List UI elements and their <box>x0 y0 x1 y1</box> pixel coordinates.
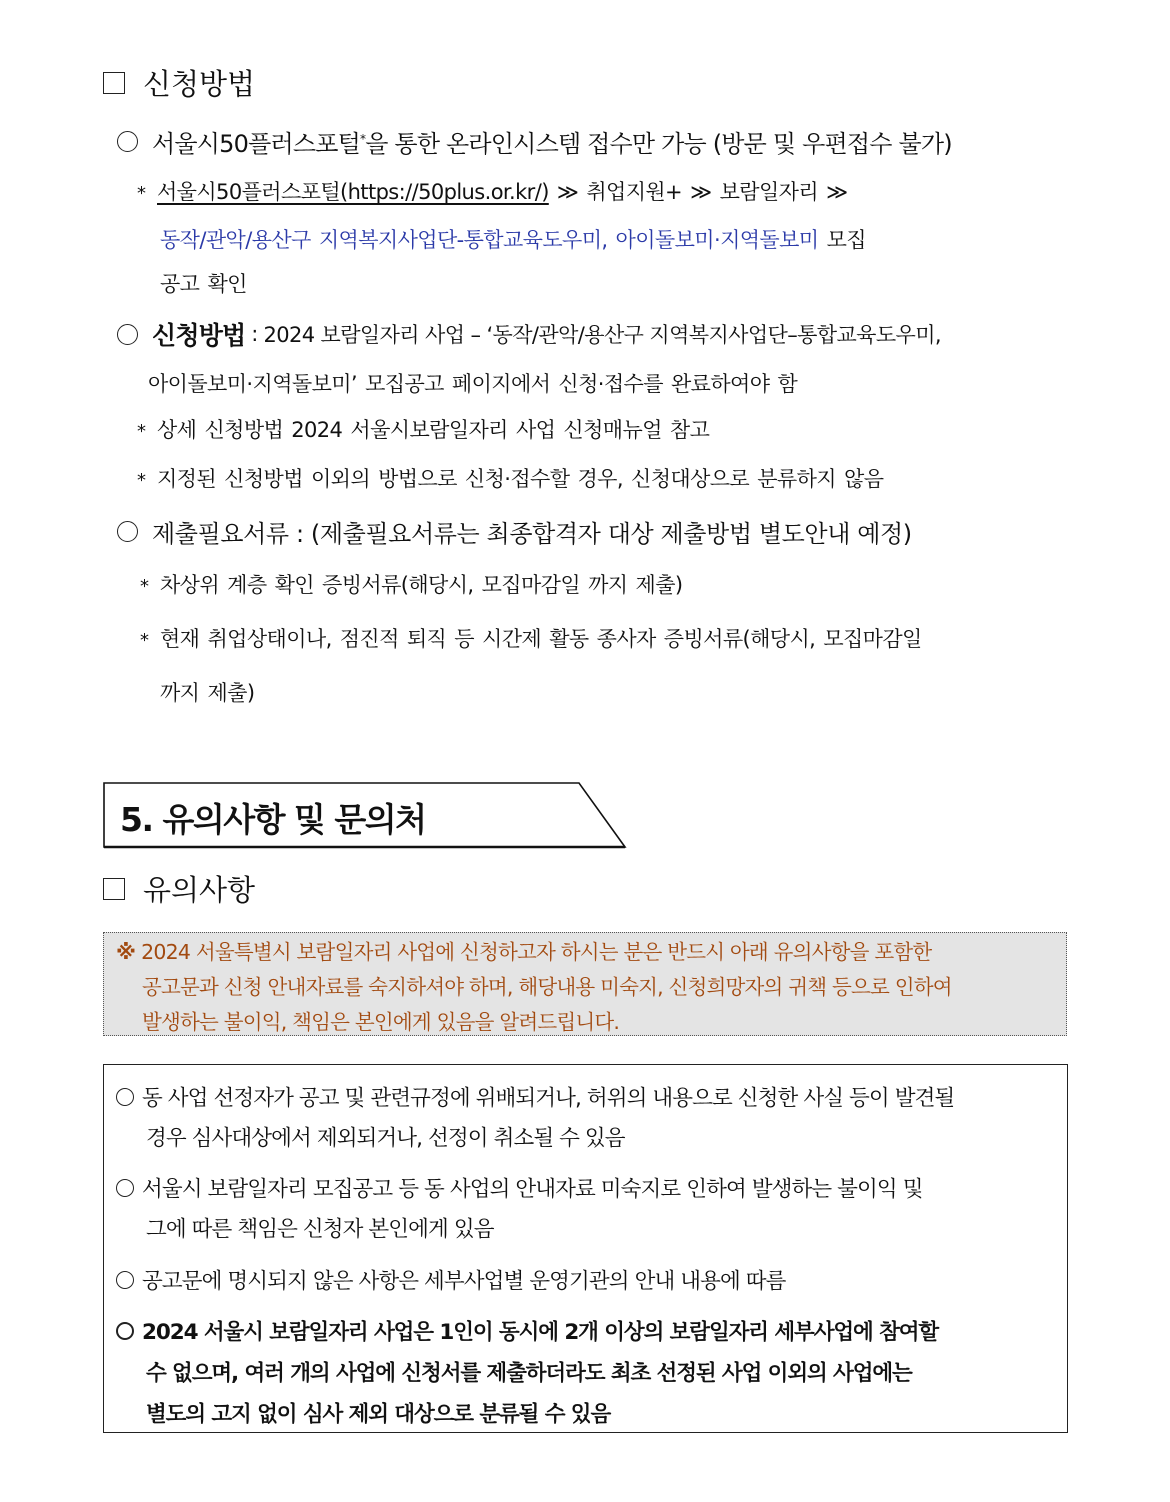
documents-text: : (제출필요서류는 최종합격자 대상 제출방법 별도안내 예정) <box>288 520 912 548</box>
section-5-banner <box>103 782 626 848</box>
section-heading-notes <box>103 868 255 909</box>
note-4-line-2: 수 없으며, 여러 개의 사업에 신청서를 제출하더라도 최초 선정된 사업 이외의 사업에는 <box>146 1361 912 1386</box>
apply-online-only-item <box>117 124 952 159</box>
note-3-line-1: 공고문에 명시되지 않은 사항은 세부사업별 운영기관의 안내 내용에 따름 <box>116 1264 786 1295</box>
heading-text: 신청방법 <box>143 67 256 101</box>
method-note-1: * 상세 신청방법 2024 서울시보람일자리 사업 신청매뉴얼 참고 <box>137 418 710 442</box>
circle-bullet-icon <box>116 1088 134 1106</box>
documents-note-1: * 차상위 계층 확인 증빙서류(해당시, 모집마감일 까지 제출) <box>140 573 683 597</box>
circle-bullet-icon <box>116 1179 134 1197</box>
method-label: 신청방법 <box>152 321 246 350</box>
portal-link[interactable]: 서울시50플러스포털(https://50plus.or.kr/) <box>157 180 549 204</box>
warning-line-3: 발생하는 불이익, 책임은 본인에게 있음을 알려드립니다. <box>142 1010 620 1034</box>
circle-bullet-icon <box>117 521 138 542</box>
method-line1: 2024 보람일자리 사업 – ‘동작/관악/용산구 지역복지사업단–통합교육도우미, <box>263 323 941 347</box>
circle-bullet-icon <box>116 1271 134 1289</box>
note-2-line-2: 그에 따른 책임은 신청자 본인에게 있음 <box>146 1217 494 1242</box>
note-4-line-1: 2024 서울시 보람일자리 사업은 1인이 동시에 2개 이상의 보람일자리 세부사업에 참여할 <box>116 1315 938 1346</box>
portal-path: ≫ 취업지원+ ≫ 보람일자리 ≫ <box>548 180 848 204</box>
asterisk-icon: * <box>137 470 146 491</box>
apply-method-item: 신청방법 : 2024 보람일자리 사업 – ‘동작/관악/용산구 지역복지사업단–통합교육도우미, <box>117 316 941 352</box>
portal-path-note <box>137 176 847 206</box>
asterisk-icon: * <box>137 183 146 204</box>
portal-path-note-line2: 동작/관악/용산구 지역복지사업단-통합교육도우미, 아이돌보미·지역돌보미 모집 <box>160 228 866 252</box>
required-documents-item <box>117 514 912 549</box>
square-bullet-icon <box>103 878 125 900</box>
reference-mark-icon: ※ <box>116 940 136 964</box>
item-text: 서울시50플러스포털*을 통한 온라인시스템 접수만 가능 (방문 및 우편접수 불가) <box>152 130 952 158</box>
asterisk-icon: * <box>140 576 149 597</box>
asterisk-icon: * <box>140 630 149 651</box>
note-1-line-2: 경우 심사대상에서 제외되거나, 선정이 취소될 수 있음 <box>146 1126 625 1151</box>
program-name-highlight: 동작/관악/용산구 지역복지사업단-통합교육도우미, 아이돌보미·지역돌보미 <box>160 228 819 252</box>
documents-note-2-cont: 까지 제출) <box>160 681 255 705</box>
note-4-line-3: 별도의 고지 없이 심사 제외 대상으로 분류될 수 있음 <box>146 1402 611 1427</box>
method-line2: 아이돌보미·지역돌보미’ 모집공고 페이지에서 신청·접수를 완료하여야 함 <box>148 372 798 396</box>
method-note-2: * 지정된 신청방법 이외의 방법으로 신청·접수할 경우, 신청대상으로 분류하지 않음 <box>137 467 884 491</box>
section-5-title: 5. 유의사항 및 문의처 <box>120 800 426 839</box>
warning-line-1: ※ 2024 서울특별시 보람일자리 사업에 신청하고자 하시는 분은 반드시 아래 유의사항을 포함한 <box>116 940 932 964</box>
asterisk-icon: * <box>137 421 146 442</box>
portal-path-note-line3: 공고 확인 <box>160 272 247 296</box>
circle-bullet-icon <box>117 324 138 345</box>
warning-line-2: 공고문과 신청 안내자료를 숙지하셔야 하며, 해당내용 미숙지, 신청희망자의 귀책 등으로 인하여 <box>142 975 952 999</box>
note-1-line-1: 동 사업 선정자가 공고 및 관련규정에 위배되거나, 허위의 내용으로 신청한 사실 등이 발견될 <box>116 1081 954 1112</box>
notes-box <box>103 1064 1068 1433</box>
documents-label: 제출필요서류 <box>152 520 289 548</box>
square-bullet-icon <box>103 72 125 94</box>
documents-note-2: * 현재 취업상태이나, 점진적 퇴직 등 시간제 활동 종사자 증빙서류(해당시, 모집마감일 <box>140 627 922 651</box>
note-2-line-1: 서울시 보람일자리 모집공고 등 동 사업의 안내자료 미숙지로 인하여 발생하는 불이익 및 <box>116 1172 923 1203</box>
heading-text: 유의사항 <box>143 873 256 907</box>
circle-bullet-icon <box>117 131 138 152</box>
section-heading-apply-method <box>103 62 255 103</box>
warning-box <box>103 932 1067 1036</box>
circle-bullet-icon <box>116 1322 134 1340</box>
